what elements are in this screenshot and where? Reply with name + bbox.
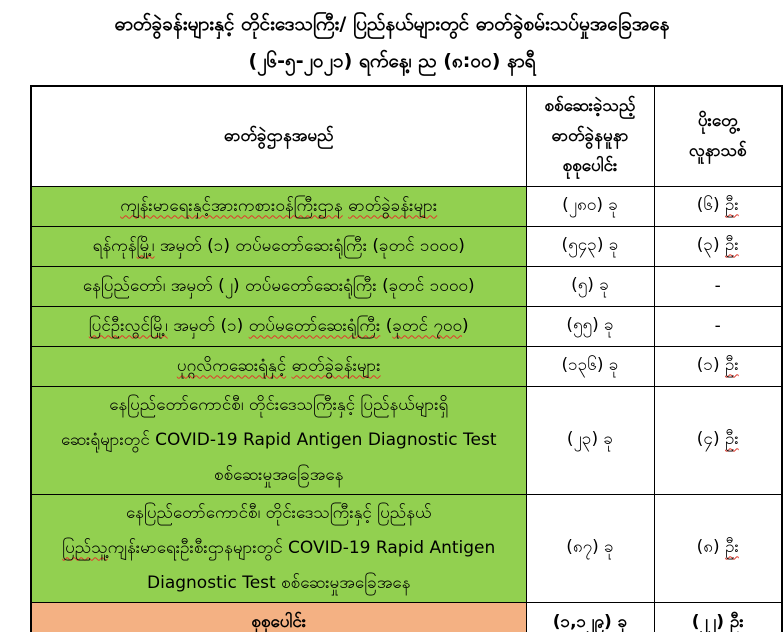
- page-title: [0, 0, 784, 80]
- title-line-2: (၂၆-၅-၂၀၂၁) ရက်နေ့၊ ည (၈:၀၀) နာရီ: [248, 50, 536, 72]
- text-segment: ကျန်းမာရေးနှင့်အားကစားဝန်ကြီးဌာန: [120, 195, 343, 216]
- text-segment: ပြည်သူ့: [62, 537, 108, 558]
- samples-cell: (၅၅) ခု: [526, 306, 654, 346]
- text-segment: နေပြည်တော်၊ အမှတ် (၂) တပ်မတော်ဆေးရုံကြီး (ခုတင် ၁၀၀၀): [82, 275, 475, 296]
- header-line: လူနာသစ်: [688, 141, 747, 162]
- samples-cell: (၁၃၆) ခု: [526, 346, 654, 386]
- table-row: [31, 186, 782, 226]
- text-segment: ရန်ကုန်: [92, 235, 137, 256]
- lab-name-cell: [31, 186, 526, 226]
- lab-test-table: [30, 85, 783, 632]
- lab-name-cell: [31, 386, 526, 494]
- positives-unit: ဦး: [725, 536, 739, 557]
- text-segment: မြို့၊: [136, 235, 155, 256]
- positives-cell: -: [654, 306, 782, 346]
- text-segment: ): [462, 315, 469, 336]
- text-segment: နေပြည်တော်ကောင်စီ၊ တိုင်းဒေသကြီးနှင့် ပြည်နယ်: [125, 502, 432, 523]
- header-line: ဓာတ်ခွဲနမူနာ: [551, 126, 629, 147]
- lab-name-cell: [31, 494, 526, 602]
- text-segment: (: [380, 315, 393, 336]
- text-segment: ဆေးရုံများတွင် COVID-19 Rapid Antigen Diagnostic Test: [61, 429, 497, 450]
- lab-name-cell: [31, 226, 526, 266]
- samples-cell: (၂၃) ခု: [526, 386, 654, 494]
- positives-unit: ဦး: [724, 234, 739, 255]
- positives-cell: (၃) ဦး: [654, 226, 782, 266]
- total-positives-cell: (၂၂) ဦး: [654, 602, 782, 632]
- table-row: [31, 386, 782, 494]
- table-row: [31, 226, 782, 266]
- positives-unit: ဦး: [724, 428, 739, 449]
- header-row: [31, 86, 782, 186]
- text-segment: အမှတ် (၁) တပ်မတော်ဆေးရုံကြီး (ခုတင် ၁၀၀၀): [154, 235, 465, 256]
- table-row: [31, 306, 782, 346]
- samples-cell: (၅) ခု: [526, 266, 654, 306]
- positives-cell: (၈) ဦး: [654, 494, 782, 602]
- table-row: [31, 266, 782, 306]
- samples-cell: (၈၇) ခု: [526, 494, 654, 602]
- total-label-cell: စုစုပေါင်း: [31, 602, 526, 632]
- text-segment: ကျန်းမာရေးဦးစီးဌာနများတွင် COVID-19 Rapid Antigen: [107, 537, 496, 558]
- col-header-lab-name: [31, 86, 526, 186]
- text-segment: တပ်မတော်ဆေးရုံကြီး: [248, 315, 381, 336]
- header-line: စစ်ဆေးခဲ့သည့်: [544, 96, 636, 117]
- table-row: [31, 346, 782, 386]
- text-segment: အမှတ် (၁): [167, 315, 249, 336]
- positives-unit: ဦး: [724, 354, 739, 375]
- positives-cell: -: [654, 266, 782, 306]
- col-header-new-positives: [654, 86, 782, 186]
- total-row: [31, 602, 782, 632]
- text-segment: ပုဂ္ဂလိကဆေးရုံနှင့်: [176, 355, 287, 376]
- lab-name-cell: [31, 306, 526, 346]
- positives-cell: (၄) ဦး: [654, 386, 782, 494]
- text-segment: ပြင်ဦးလွင်မြို့၊: [88, 315, 168, 336]
- total-samples-cell: (၁,၁၂၉) ခု: [526, 602, 654, 632]
- header-line: ဓာတ်ခွဲဌာနအမည်: [223, 126, 334, 147]
- positives-cell: (၁) ဦး: [654, 346, 782, 386]
- text-segment: ဓာတ်ခွဲခန်းများ: [348, 195, 438, 216]
- lab-name-cell: [31, 266, 526, 306]
- positives-cell: (၆) ဦး: [654, 186, 782, 226]
- text-segment: နေပြည်တော်ကောင်စီ၊ တိုင်းဒေသကြီးနှင့် ပြည်နယ်များရှိ: [109, 394, 449, 415]
- positives-unit: ဦး: [724, 194, 739, 215]
- text-segment: စစ်ဆေးမှုအခြေအနေ: [214, 464, 344, 485]
- text-segment: ခုတင် ၇၀၀: [392, 315, 463, 336]
- title-line-1: ဓာတ်ခွဲခန်းများနှင့် တိုင်းဒေသကြီး/ ပြည်နယ်များတွင် ဓာတ်ခွဲစမ်းသပ်မှုအခြေအနေ: [114, 13, 670, 35]
- table-row: [31, 494, 782, 602]
- text-segment: ဓာတ်ခွဲခန်းများ: [291, 355, 381, 376]
- samples-cell: (၅၄၃) ခု: [526, 226, 654, 266]
- header-line: ပိုးတွေ့: [697, 111, 738, 132]
- header-line: စုစုပေါင်း: [562, 156, 618, 177]
- samples-cell: (၂၈၀) ခု: [526, 186, 654, 226]
- table-body: [31, 186, 782, 602]
- col-header-samples-total: [526, 86, 654, 186]
- lab-name-cell: [31, 346, 526, 386]
- text-segment: Diagnostic Test စစ်ဆေးမှုအခြေအနေ: [147, 572, 411, 593]
